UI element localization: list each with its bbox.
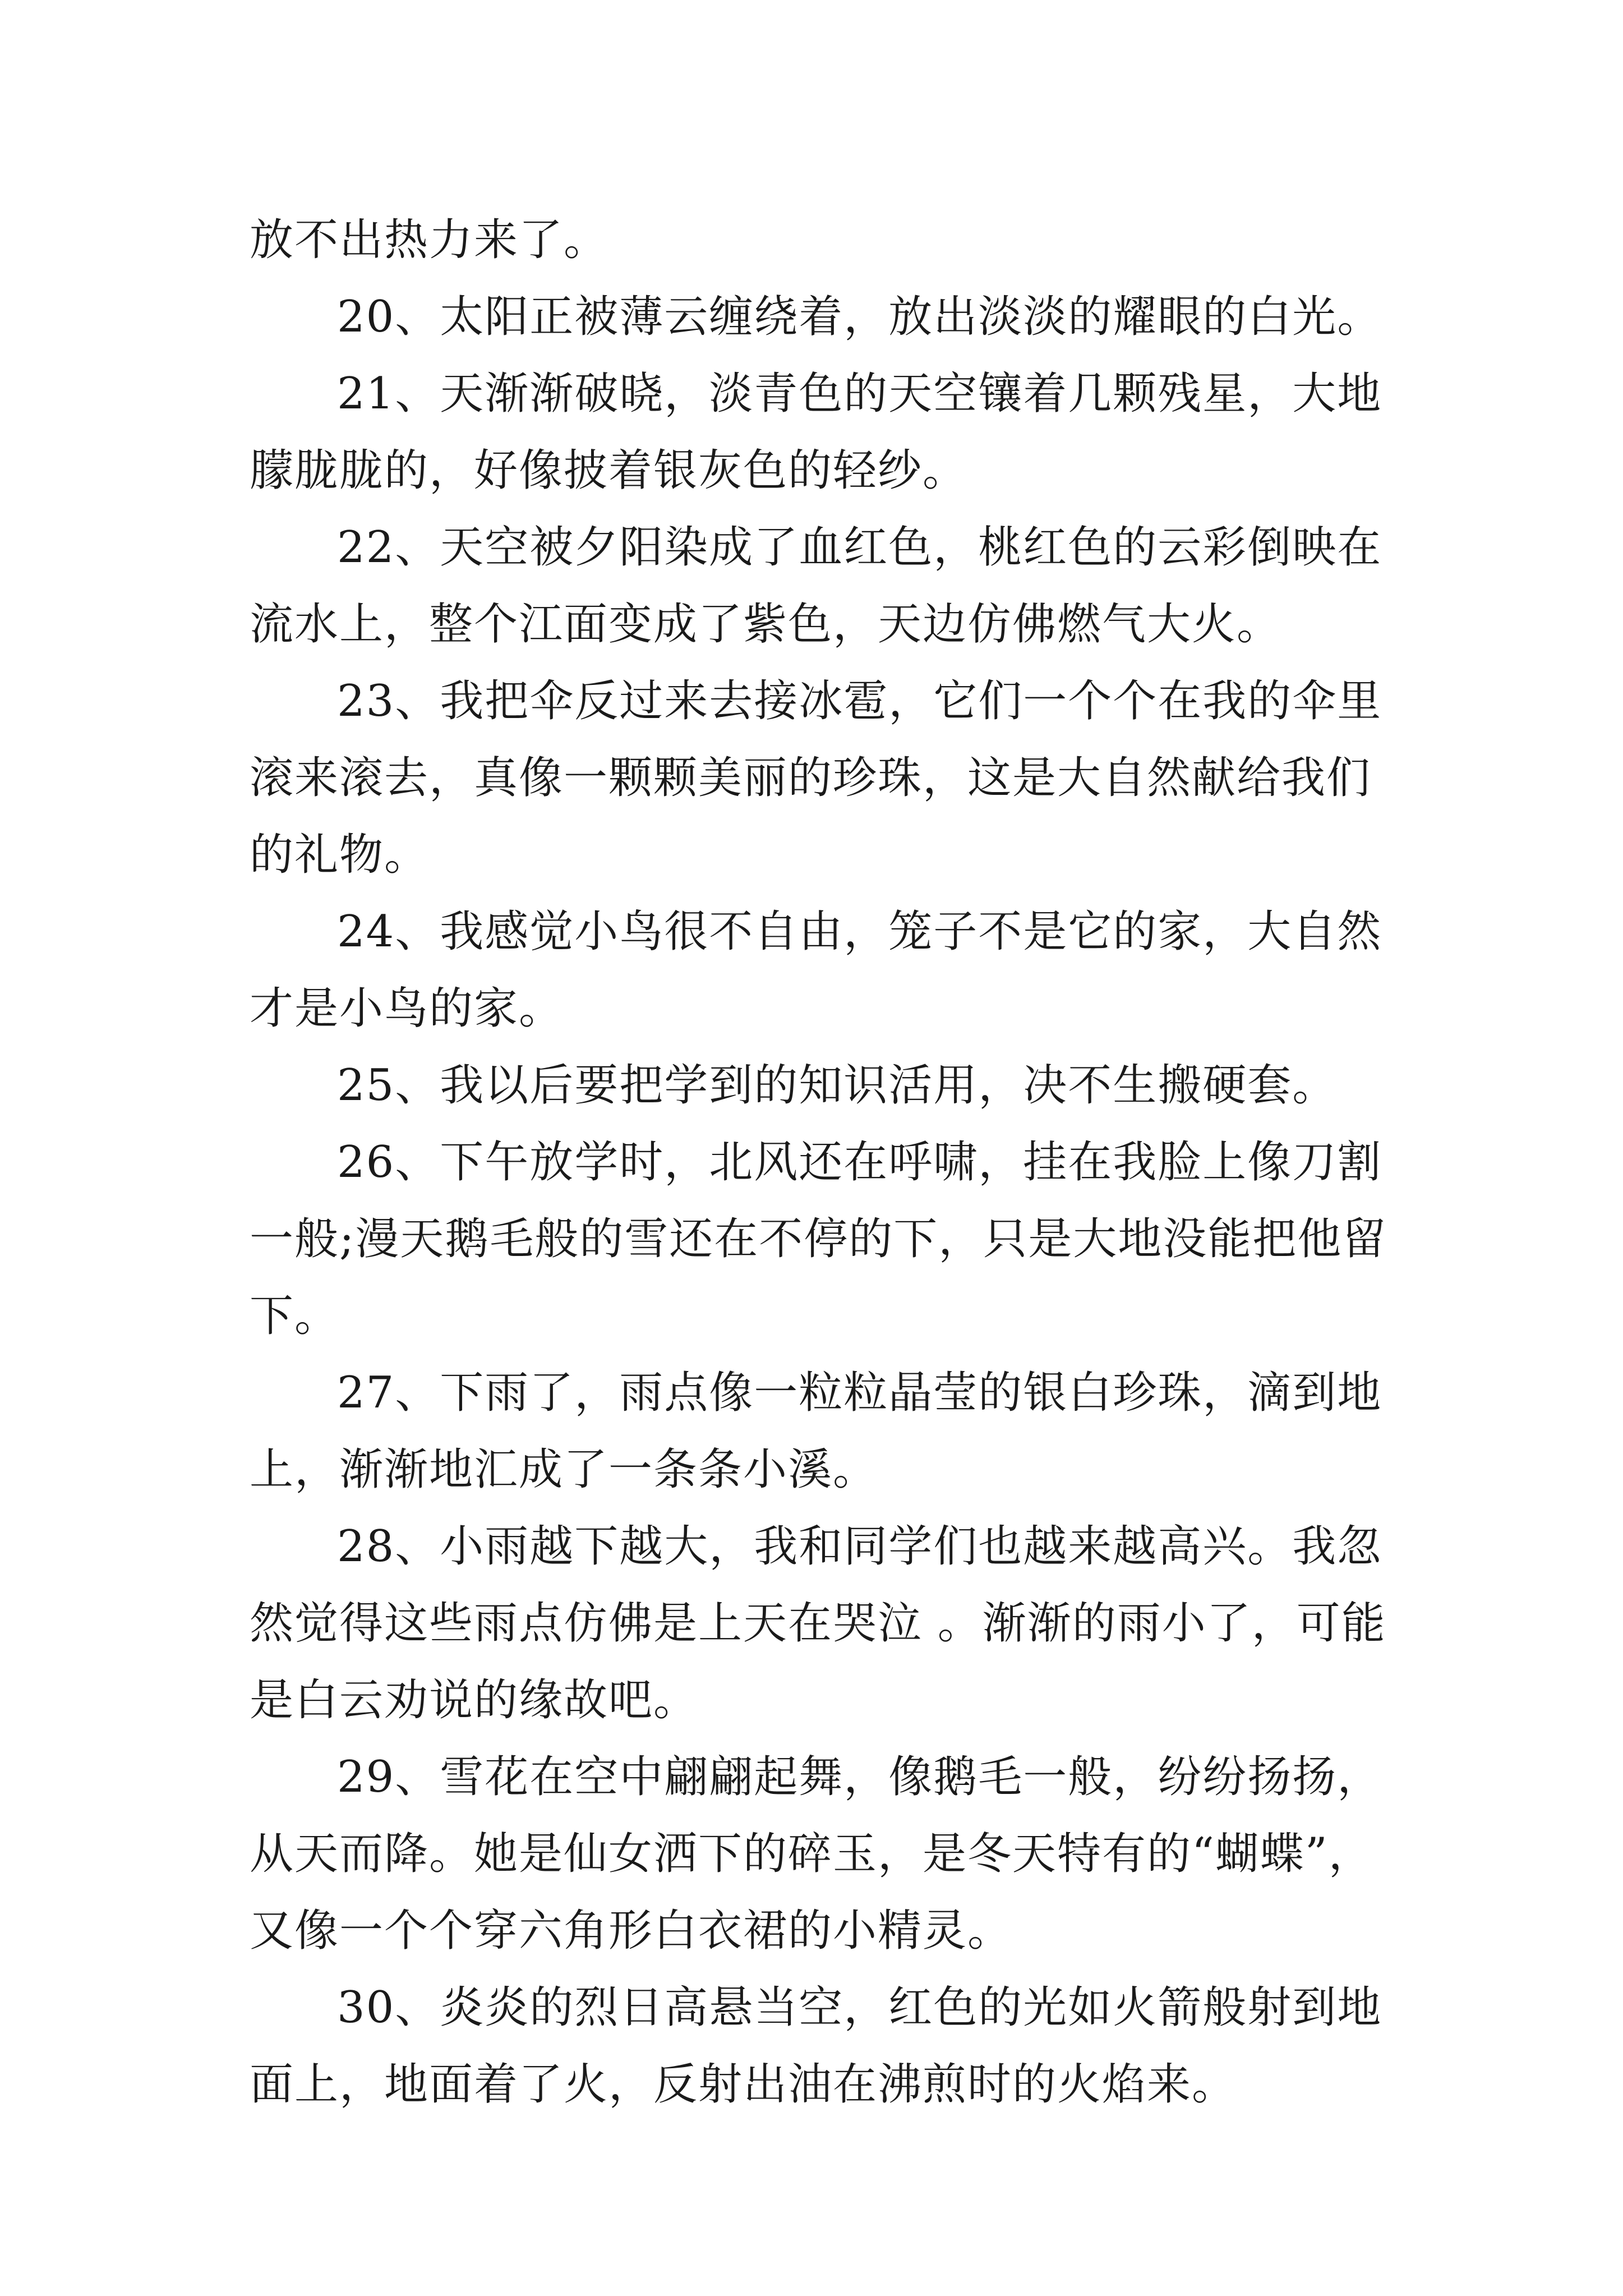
paragraph-item-23: 23、我把伞反过来去接冰雹，它们一个个在我的伞里滚来滚去，真像一颗颗美丽的珍珠，这是大自然献给我们的礼物。 (250, 676, 1382, 880)
document-body (250, 202, 1405, 2123)
paragraph-item-20: 20、太阳正被薄云缠绕着，放出淡淡的耀眼的白光。 (337, 292, 1382, 342)
paragraph-item-21: 21、天渐渐破晓，淡青色的天空镶着几颗残星，大地朦胧胧的，好像披着银灰色的轻纱。 (250, 369, 1382, 496)
paragraph-item-25: 25、我以后要把学到的知识活用，决不生搬硬套。 (337, 1060, 1338, 1111)
paragraph-item-29: 29、雪花在空中翩翩起舞，像鹅毛一般，纷纷扬扬，从天而降。她是仙女洒下的碎玉，是冬天特有的“蝴蝶”，又像一个个穿六角形白衣裙的小精灵。 (250, 1752, 1382, 1956)
paragraph-item-26: 26、下午放学时，北风还在呼啸，挂在我脸上像刀割一般;漫天鹅毛般的雪还在不停的下，只是大地没能把他留下。 (250, 1137, 1387, 1341)
paragraph-item-28: 28、小雨越下越大，我和同学们也越来越高兴。我忽然觉得这些雨点仿佛是上天在哭泣 。渐渐的雨小了，可能是白云劝说的缘故吧。 (250, 1521, 1386, 1726)
paragraph-item-27: 27、下雨了，雨点像一粒粒晶莹的银白珍珠，滴到地上，渐渐地汇成了一条条小溪。 (250, 1368, 1382, 1495)
paragraph-item-30: 30、炎炎的烈日高悬当空，红色的光如火箭般射到地面上，地面着了火，反射出油在沸煎时的火焰来。 (250, 1982, 1382, 2110)
paragraph-item-24: 24、我感觉小鸟很不自由，笼子不是它的家，大自然才是小鸟的家。 (250, 907, 1382, 1034)
paragraph-continuation: 放不出热力来了。 (250, 215, 609, 265)
paragraph-item-22: 22、天空被夕阳染成了血红色，桃红色的云彩倒映在流水上，整个江面变成了紫色，天边仿佛燃气大火。 (250, 522, 1382, 650)
